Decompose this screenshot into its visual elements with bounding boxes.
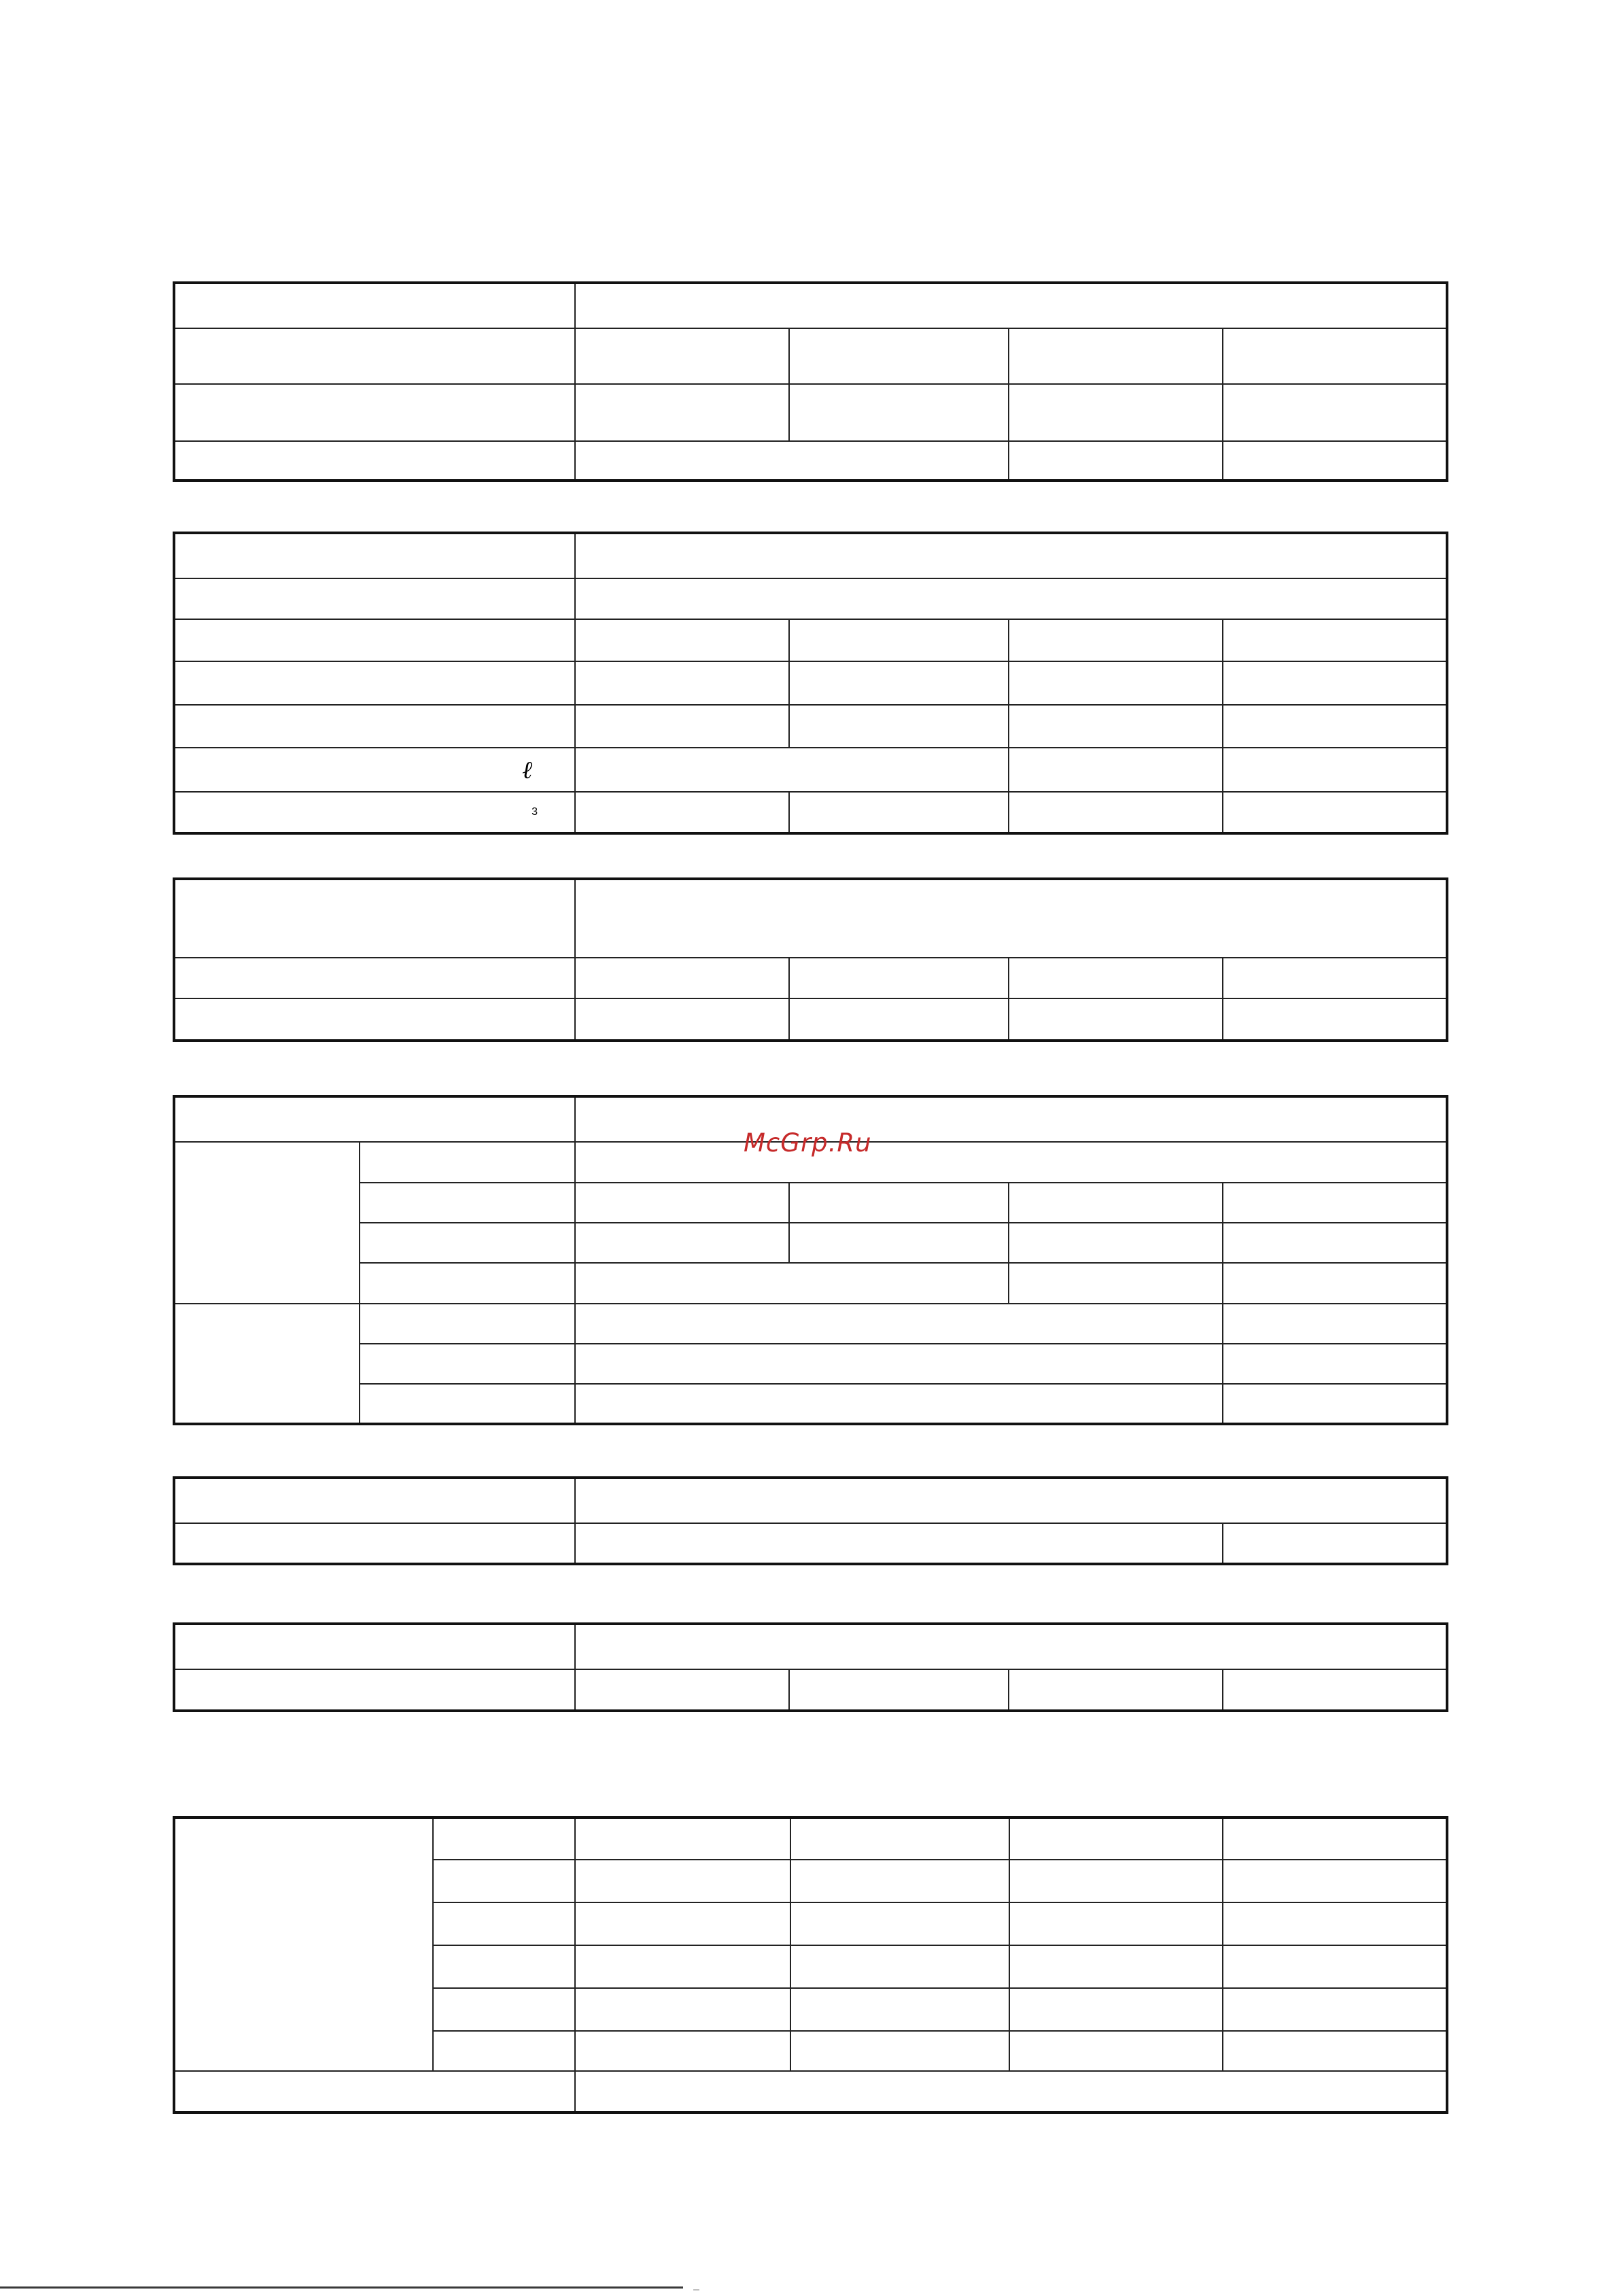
table-row (174, 958, 1447, 998)
table-cell (575, 2071, 1447, 2112)
table-cell (174, 578, 575, 619)
table-cell (1009, 958, 1223, 998)
table-cell (1009, 998, 1223, 1041)
table-cell (575, 1384, 1223, 1424)
table-cell (174, 384, 575, 441)
table-cell (575, 1142, 1447, 1183)
table-cell (575, 1988, 790, 2031)
table-cell (433, 1945, 575, 1988)
table-cell (1223, 1304, 1447, 1344)
table-row (174, 1669, 1447, 1711)
spec-table-3 (173, 877, 1448, 1042)
table-cell (1009, 1183, 1223, 1223)
table-cell (575, 1902, 790, 1945)
table-cell (174, 958, 575, 998)
table-row (174, 2071, 1447, 2112)
table-cell (174, 879, 575, 958)
table-row (174, 705, 1447, 748)
table-row (174, 1344, 1447, 1384)
table-row (174, 1523, 1447, 1564)
table-cell (575, 578, 1447, 619)
table-row (174, 1478, 1447, 1523)
table-cell (1223, 1860, 1447, 1902)
table-cell (789, 1223, 1009, 1263)
table-cell (1223, 1902, 1447, 1945)
table-cell (1009, 1817, 1223, 1860)
table-cell (1223, 1384, 1447, 1424)
table-row (174, 384, 1447, 441)
footer-rule (0, 2286, 683, 2289)
table-row (174, 1817, 1447, 1860)
table-cell (174, 1669, 575, 1711)
unit-mark: ℓ (522, 756, 532, 784)
table-cell (790, 1817, 1009, 1860)
spec-table-6 (173, 1622, 1448, 1712)
table-cell (575, 2031, 790, 2071)
table-cell (1009, 2031, 1223, 2071)
table-cell (433, 2031, 575, 2071)
table-cell (575, 1860, 790, 1902)
table-cell (433, 1817, 575, 1860)
table-cell (1009, 661, 1223, 705)
table-cell (1009, 748, 1223, 792)
table-cell (1223, 1523, 1447, 1564)
table-cell (1223, 661, 1447, 705)
table-cell (575, 441, 1009, 481)
table-cell (174, 1523, 575, 1564)
table-cell (1223, 441, 1447, 481)
table-cell (360, 1142, 575, 1183)
table-row (174, 1263, 1447, 1304)
table-row (174, 533, 1447, 578)
table-cell (1223, 328, 1447, 384)
table-cell (174, 1478, 575, 1523)
table-cell (575, 958, 789, 998)
table-cell (174, 705, 575, 748)
table-cell (575, 384, 789, 441)
table-cell (790, 2031, 1009, 2071)
table-cell (174, 328, 575, 384)
table-cell (1223, 384, 1447, 441)
table-row (174, 1304, 1447, 1344)
table-cell (174, 792, 575, 833)
table-cell (174, 2071, 575, 2112)
table-row (174, 1384, 1447, 1424)
table-cell (789, 384, 1009, 441)
table-cell (575, 879, 1447, 958)
table-cell (1223, 2031, 1447, 2071)
table-cell (575, 1478, 1447, 1523)
table-cell (1223, 1817, 1447, 1860)
table-cell (174, 748, 575, 792)
table-cell (174, 1096, 575, 1142)
table-row (174, 879, 1447, 958)
table-row (174, 748, 1447, 792)
table-cell (174, 441, 575, 481)
table-cell (360, 1344, 575, 1384)
table-cell (433, 1860, 575, 1902)
table-cell (1009, 1669, 1223, 1711)
table-cell (789, 328, 1009, 384)
table-cell (1009, 328, 1223, 384)
table-cell (174, 1624, 575, 1669)
table-cell (575, 1223, 789, 1263)
table-cell (1009, 792, 1223, 833)
table-cell (174, 1304, 360, 1424)
table-cell (575, 661, 789, 705)
table-cell (174, 619, 575, 661)
table-cell (1223, 1183, 1447, 1223)
table-cell (360, 1263, 575, 1304)
table-cell (1009, 1223, 1223, 1263)
table-cell (1009, 384, 1223, 441)
table-cell (789, 958, 1009, 998)
table-cell (360, 1384, 575, 1424)
table-cell (174, 998, 575, 1041)
table-cell (174, 1817, 433, 2071)
table-cell (360, 1304, 575, 1344)
table-cell (1223, 1263, 1447, 1304)
table-cell (1223, 1945, 1447, 1988)
table-cell (575, 1344, 1223, 1384)
table-row (174, 578, 1447, 619)
table-row (174, 441, 1447, 481)
table-cell (575, 1817, 790, 1860)
table-row (174, 283, 1447, 328)
table-cell (1223, 1344, 1447, 1384)
table-cell (1223, 1223, 1447, 1263)
table-cell (575, 1624, 1447, 1669)
footer-mark: – (693, 2284, 699, 2295)
table-cell (575, 1096, 1447, 1142)
table-cell (575, 705, 789, 748)
table-cell (789, 619, 1009, 661)
table-cell (1009, 619, 1223, 661)
table-cell (174, 533, 575, 578)
table-cell (1223, 619, 1447, 661)
spec-table-5 (173, 1476, 1448, 1565)
table-cell (1223, 1669, 1447, 1711)
table-row (174, 998, 1447, 1041)
table-cell (1223, 1988, 1447, 2031)
table-cell (790, 1945, 1009, 1988)
table-cell (1009, 441, 1223, 481)
table-cell (575, 533, 1447, 578)
table-cell (433, 1902, 575, 1945)
table-cell (789, 998, 1009, 1041)
table-cell (789, 705, 1009, 748)
table-cell (1223, 958, 1447, 998)
spec-table-1 (173, 281, 1448, 482)
spec-table-7 (173, 1816, 1448, 2114)
watermark-text: McGrp.Ru (744, 1128, 872, 1158)
table-cell (1009, 705, 1223, 748)
table-cell (575, 619, 789, 661)
table-cell (433, 1988, 575, 2031)
table-row (174, 1223, 1447, 1263)
table-cell (575, 328, 789, 384)
table-cell (575, 792, 789, 833)
superscript-mark: 3 (532, 806, 538, 818)
table-cell (790, 1860, 1009, 1902)
table-row (174, 1624, 1447, 1669)
table-cell (1009, 1945, 1223, 1988)
table-cell (1009, 1860, 1223, 1902)
table-cell (575, 1669, 789, 1711)
table-cell (1009, 1902, 1223, 1945)
table-cell (789, 1183, 1009, 1223)
table-cell (174, 1142, 360, 1304)
table-row (174, 792, 1447, 833)
spec-table-2 (173, 532, 1448, 835)
table-cell (1223, 748, 1447, 792)
table-cell (789, 792, 1009, 833)
table-cell (1009, 1988, 1223, 2031)
table-cell (790, 1902, 1009, 1945)
table-row (174, 1183, 1447, 1223)
table-row (174, 661, 1447, 705)
table-cell (789, 661, 1009, 705)
table-cell (360, 1183, 575, 1223)
table-cell (575, 748, 1009, 792)
table-cell (575, 1945, 790, 1988)
table-cell (790, 1988, 1009, 2031)
table-cell (1009, 1263, 1223, 1304)
table-cell (1223, 998, 1447, 1041)
table-cell (575, 1523, 1223, 1564)
table-cell (575, 1263, 1009, 1304)
table-cell (575, 1304, 1223, 1344)
table-cell (174, 283, 575, 328)
table-cell (575, 998, 789, 1041)
table-cell (360, 1223, 575, 1263)
table-row (174, 619, 1447, 661)
table-cell (1223, 792, 1447, 833)
table-cell (789, 1669, 1009, 1711)
table-cell (575, 283, 1447, 328)
table-cell (1223, 705, 1447, 748)
table-cell (174, 661, 575, 705)
table-row (174, 328, 1447, 384)
table-cell (575, 1183, 789, 1223)
